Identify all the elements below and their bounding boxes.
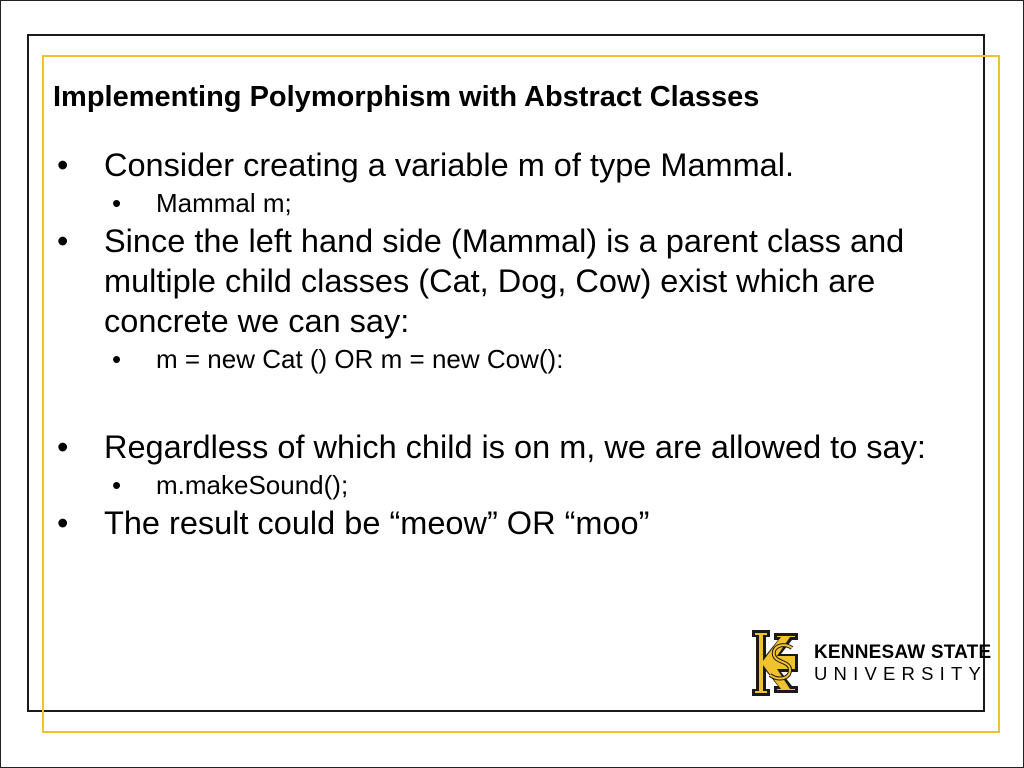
bullet-item (57, 427, 977, 467)
sub-bullet-item (57, 467, 977, 503)
bullet-item (57, 145, 977, 185)
ksu-logo (748, 628, 991, 698)
slide-title: Implementing Polymorphism with Abstract Classes (53, 81, 760, 113)
logo-line-kennesaw-state: KENNESAW STATE (814, 641, 992, 663)
bullet-list (57, 145, 977, 543)
logo-line-university: UNIVERSITY (814, 662, 988, 684)
ks-monogram-icon (748, 628, 802, 698)
bullet-text: Since the left hand side (Mammal) is a parent class and multiple child classes (Cat, Dog, Cow) exist which are concrete we can say: (104, 223, 905, 339)
bullet-icon: • (57, 223, 69, 259)
sub-bullet-text: Mammal m; (156, 188, 292, 218)
bullet-icon: • (112, 188, 122, 218)
sub-bullet-text: m.makeSound(); (156, 470, 349, 500)
sub-bullet-item (57, 341, 977, 377)
bullet-text: Consider creating a variable m of type Mammal. (104, 147, 795, 183)
bullet-icon: • (112, 344, 122, 374)
bullet-text: The result could be “meow” OR “moo” (104, 505, 650, 541)
sub-bullet-item (57, 185, 977, 221)
bullet-icon: • (57, 429, 69, 465)
logo-wordmark (814, 643, 991, 684)
bullet-text: Regardless of which child is on m, we are allowed to say: (104, 429, 926, 465)
bullet-icon: • (57, 505, 69, 541)
sub-bullet-text: m = new Cat () OR m = new Cow(): (156, 344, 564, 374)
bullet-icon: • (57, 147, 69, 183)
bullet-item (57, 503, 977, 543)
spacer (57, 377, 977, 427)
bullet-item (57, 221, 977, 341)
bullet-icon: • (112, 470, 122, 500)
